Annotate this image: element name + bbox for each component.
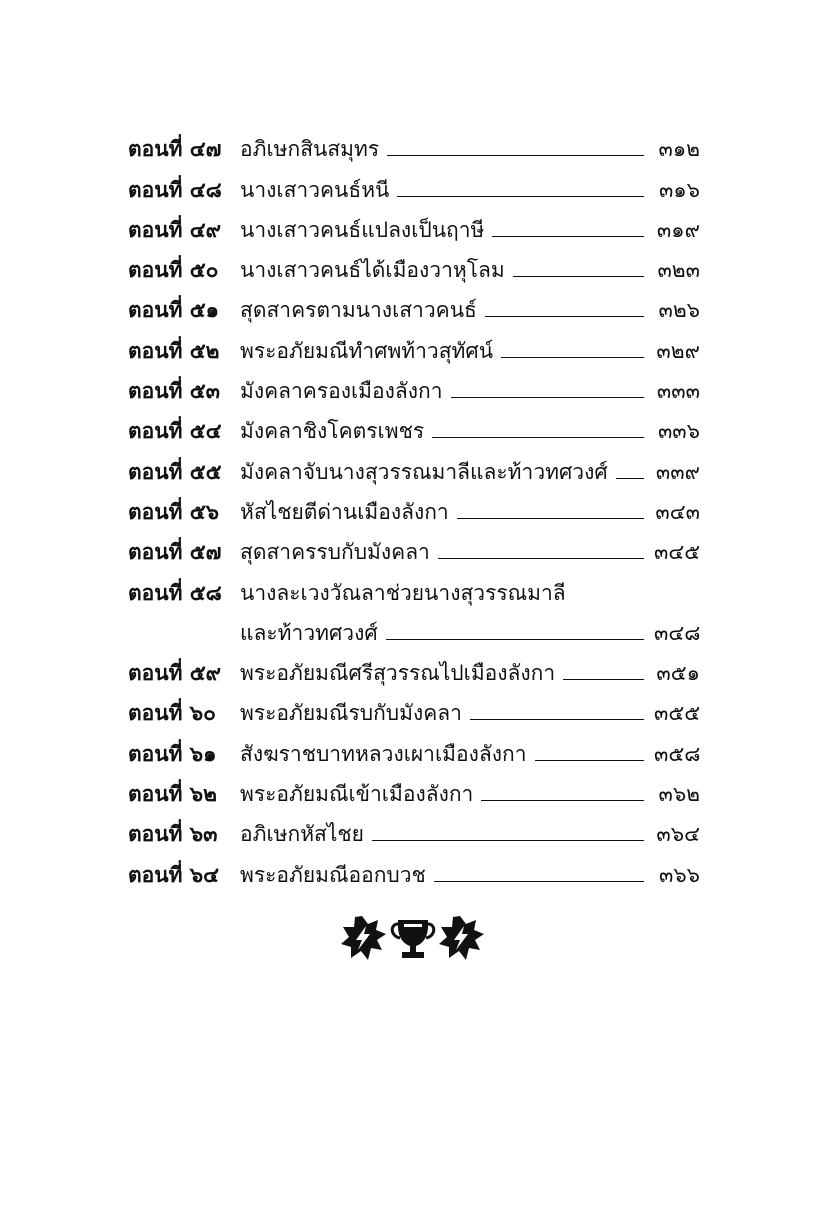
chapter-title: หัสไชยตีด่านเมืองลังกา (240, 499, 449, 524)
chapter-label: ตอนที่ ๕๔ (128, 419, 222, 444)
page-number: ๓๒๙ (656, 338, 700, 363)
chapter-label: ตอนที่ ๖๓ (128, 822, 218, 847)
page-number: ๓๖๖ (658, 862, 700, 887)
leader-line (372, 840, 644, 841)
table-of-contents (128, 120, 700, 886)
chapter-title: สุดสาครตามนางเสาวคนธ์ (240, 298, 477, 323)
chapter-label: ตอนที่ ๕๓ (128, 379, 221, 404)
chapter-label: ตอนที่ ๖๔ (128, 862, 219, 887)
page-number: ๓๖๒ (658, 782, 700, 807)
chapter-label: ตอนที่ ๕๒ (128, 338, 220, 363)
chapter-title: พระอภัยมณีเข้าเมืองลังกา (240, 782, 474, 807)
chapter-label: ตอนที่ ๖๒ (128, 782, 217, 807)
toc-entry-53 (128, 362, 700, 402)
page-number: ๓๔๓ (655, 499, 700, 524)
chapter-label: ตอนที่ ๕๐ (128, 258, 219, 283)
chapter-label: ตอนที่ ๕๕ (128, 459, 222, 484)
chapter-label: ตอนที่ ๔๘ (128, 177, 222, 202)
chapter-label: ตอนที่ ๖๐ (128, 701, 216, 726)
leader-line (492, 236, 644, 237)
leader-line (457, 518, 644, 519)
chapter-title: นางเสาวคนธ์ได้เมืองวาหุโลม (240, 258, 505, 283)
toc-entry-64 (128, 845, 700, 885)
page-number: ๓๒๖ (658, 298, 700, 323)
chapter-title: พระอภัยมณีออกบวช (240, 862, 426, 887)
toc-entry-52 (128, 321, 700, 361)
chapter-title: อภิเษกสินสมุทร (240, 137, 380, 162)
chapter-label: ตอนที่ ๕๑ (128, 298, 219, 323)
leader-line (432, 437, 644, 438)
chapter-title: สังฆราชบาทหลวงเผาเมืองลังกา (240, 741, 527, 766)
leader-line (481, 800, 644, 801)
chapter-title: มังคลาจับนางสุวรรณมาลีและท้าวทศวงศ์ (240, 459, 608, 484)
leader-line (451, 397, 644, 398)
page-number: ๓๕๑ (656, 661, 700, 686)
chapter-label: ตอนที่ ๕๗ (128, 540, 222, 565)
leader-line (535, 760, 645, 761)
chapter-label: ตอนที่ ๕๙ (128, 661, 222, 686)
chapter-title: สุดสาครรบกับมังคลา (240, 540, 430, 565)
leader-line (485, 316, 644, 317)
page-number: ๓๕๕ (654, 701, 701, 726)
chapter-title: มังคลาครองเมืองลังกา (240, 379, 443, 404)
page-number: ๓๖๔ (656, 822, 700, 847)
chapter-label: ตอนที่ ๖๑ (128, 741, 217, 766)
leader-line (397, 196, 644, 197)
starburst-right-icon (439, 916, 484, 960)
page-number: ๓๑๖ (658, 177, 700, 202)
chapter-title: พระอภัยมณีศรีสุวรรณไปเมืองลังกา (240, 661, 556, 686)
toc-entry-50 (128, 241, 700, 281)
page-number: ๓๒๓ (657, 258, 700, 283)
toc-entry-54 (128, 402, 700, 442)
leader-line (438, 558, 644, 559)
chapter-title: อภิเษกหัสไชย (240, 822, 364, 847)
leader-line (470, 719, 644, 720)
starburst-left-icon (341, 916, 386, 960)
toc-entry-59 (128, 644, 700, 684)
leader-line (434, 881, 644, 882)
toc-entry-57 (128, 523, 700, 563)
page-number: ๓๓๓ (656, 379, 700, 404)
leader-line (387, 155, 644, 156)
chapter-label: ตอนที่ ๕๖ (128, 499, 219, 524)
page-number: ๓๓๖ (657, 419, 700, 444)
toc-entry-51 (128, 281, 700, 321)
page-number: ๓๓๙ (655, 459, 700, 484)
chapter-title-continued: และท้าวทศวงศ์ (240, 620, 378, 645)
page-number: ๓๕๘ (654, 741, 701, 766)
chapter-title: นางเสาวคนธ์แปลงเป็นฤาษี (240, 217, 485, 242)
leader-line (501, 357, 644, 358)
toc-entry-48 (128, 160, 700, 200)
chapter-label: ตอนที่ ๔๙ (128, 217, 222, 242)
toc-entry-58 (128, 563, 700, 603)
chapter-title: มังคลาชิงโคตรเพชร (240, 419, 425, 444)
toc-entry-58-continued (128, 604, 700, 644)
toc-entry-62 (128, 765, 700, 805)
chapter-label: ตอนที่ ๔๗ (128, 137, 222, 162)
chapter-title: พระอภัยมณีทำศพท้าวสุทัศน์ (240, 338, 494, 363)
toc-entry-60 (128, 684, 700, 724)
chapter-title: นางเสาวคนธ์หนี (240, 177, 390, 202)
leader-line (386, 639, 644, 640)
leader-line (563, 679, 644, 680)
toc-entry-49 (128, 201, 700, 241)
toc-entry-56 (128, 483, 700, 523)
toc-entry-47 (128, 120, 700, 160)
toc-entry-61 (128, 724, 700, 764)
leader-line (616, 478, 644, 479)
trophy-with-starbursts-icon (340, 914, 486, 962)
chapter-label: ตอนที่ ๕๘ (128, 580, 222, 605)
page-number: ๓๔๕ (654, 540, 701, 565)
chapter-title: พระอภัยมณีรบกับมังคลา (240, 701, 462, 726)
toc-entry-63 (128, 805, 700, 845)
page-number: ๓๑๙ (656, 217, 700, 242)
toc-entry-55 (128, 442, 700, 482)
page-number: ๓๑๒ (658, 137, 700, 162)
chapter-title: นางละเวงวัณลาช่วยนางสุวรรณมาลี (240, 580, 566, 605)
page-number: ๓๔๘ (654, 620, 701, 645)
leader-line (513, 276, 644, 277)
trophy-icon (392, 920, 434, 958)
